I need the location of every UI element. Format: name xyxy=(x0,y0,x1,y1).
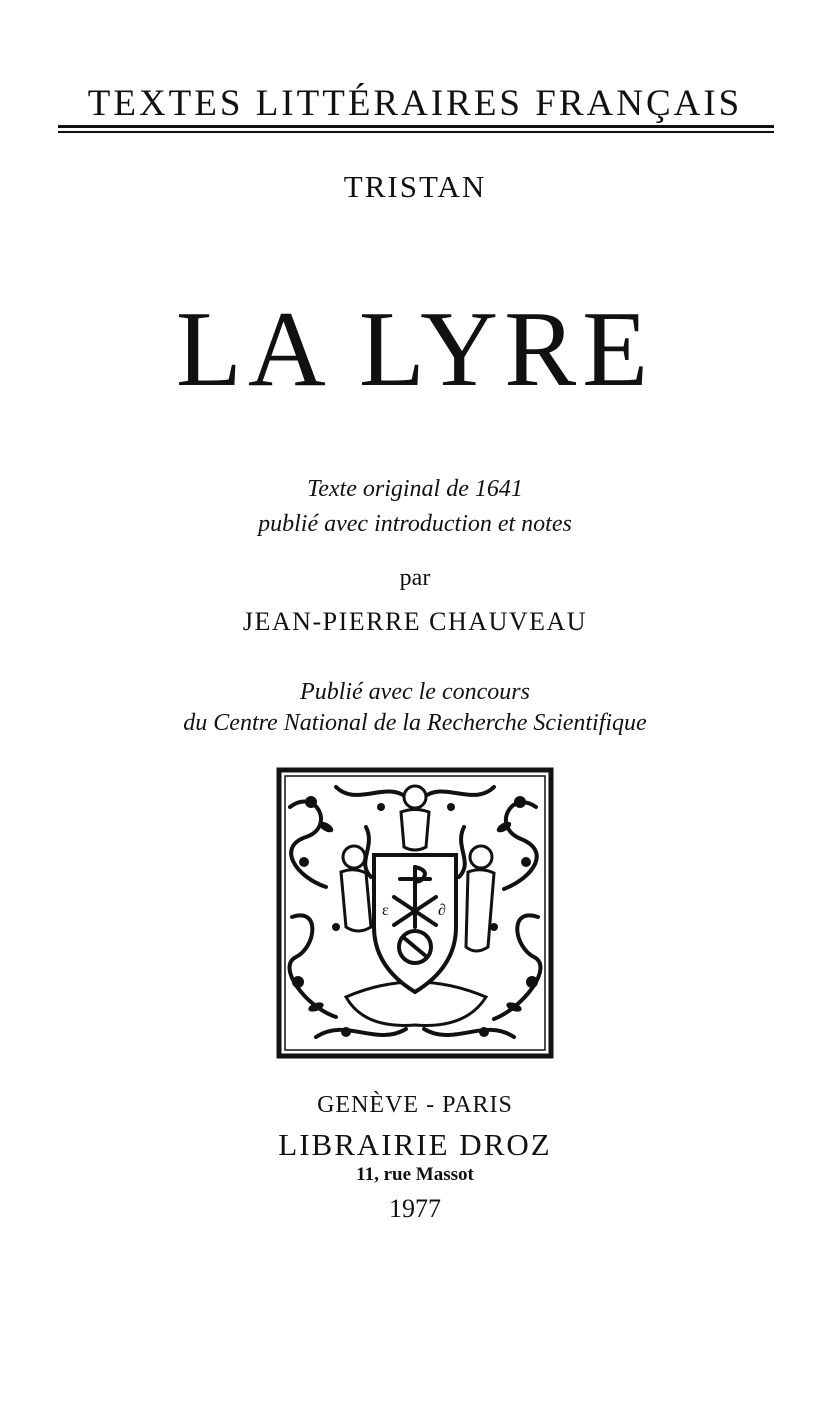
svg-text:ε: ε xyxy=(382,902,389,919)
publisher-address: 11, rue Massot xyxy=(356,1164,474,1185)
svg-text:∂: ∂ xyxy=(438,902,446,919)
series-title: TEXTES LITTÉRAIRES FRANÇAIS xyxy=(87,83,743,124)
publication-year: 1977 xyxy=(389,1194,441,1223)
subtitle-line-1: Texte original de 1641 xyxy=(307,476,523,502)
subtitle-line-2: publié avec introduction et notes xyxy=(258,511,572,537)
printer-mark-woodcut xyxy=(276,767,554,1059)
author-name: TRISTAN xyxy=(343,169,487,204)
publication-place: GENÈVE - PARIS xyxy=(317,1092,513,1118)
editor-name: JEAN-PIERRE CHAUVEAU xyxy=(242,607,588,636)
by-label: par xyxy=(399,565,431,591)
support-line-1: Publié avec le concours xyxy=(300,679,530,705)
support-line-2: du Centre National de la Recherche Scientifique xyxy=(183,710,647,736)
publisher-name: LIBRAIRIE DROZ xyxy=(278,1127,552,1162)
book-title: LA LYRE xyxy=(175,290,655,409)
series-rule-thick xyxy=(58,125,774,128)
series-rule-thin xyxy=(58,131,774,133)
